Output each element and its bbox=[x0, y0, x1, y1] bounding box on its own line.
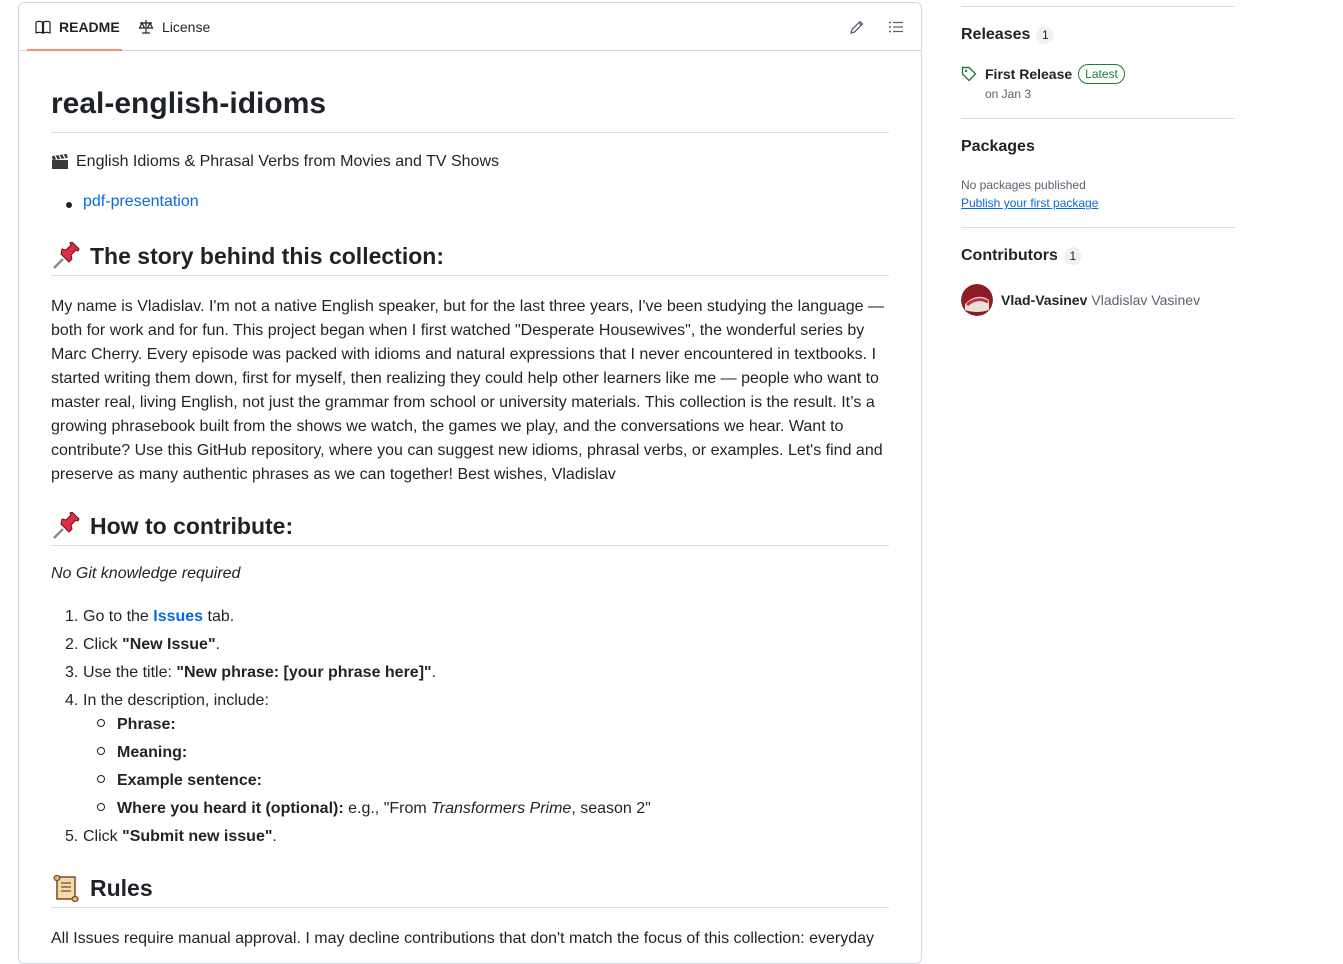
release-name[interactable]: First Release bbox=[985, 66, 1073, 82]
subtitle-text: English Idioms & Phrasal Verbs from Movies and TV Shows bbox=[76, 153, 499, 170]
contributors-count: 1 bbox=[1064, 247, 1082, 265]
ordered-list-item: 4. In the description, include: bbox=[65, 692, 269, 709]
latest-badge: Latest bbox=[1078, 64, 1125, 84]
packages-heading[interactable]: Packages bbox=[961, 138, 1035, 155]
divider bbox=[961, 227, 1235, 228]
readme-panel bbox=[18, 2, 922, 964]
story-paragraph: My name is Vladislav. I'm not a native English speaker, but for the last three years, I've been studying the language — both for work and for fun. This project began when I first watched "Desperate Housewives", the wonderful series by Marc Cherry. Every episode was packed with idioms and natural expressions that I never encountered in textbooks. I started writing them down, first for myself, then realizing they could help other learners like me — people who want to master real, living English, not just the grammar from school or university materials. This collection is the result. It’s a growing phrasebook built from the shows we watch, the games we play, and the conversations we hear. Want to contribute? Use this GitHub repository, where you can suggest new idioms, phrasal verbs, or examples. Let's find and preserve as many authentic phrases as we can together! Best wishes, Vladislav bbox=[51, 298, 884, 483]
rules-paragraph: All Issues require manual approval. I may decline contributions that don't match the focus of this collection: everyday bbox=[51, 930, 875, 947]
list-icon bbox=[888, 19, 904, 35]
tag-icon bbox=[961, 66, 977, 82]
ordered-list-item: 1. Go to the Issues tab. bbox=[65, 608, 235, 625]
scroll-icon bbox=[51, 874, 81, 902]
contributors-heading[interactable]: Contributors 1 bbox=[961, 247, 1082, 265]
bullet-circle bbox=[97, 747, 105, 755]
section-heading-contribute bbox=[51, 511, 889, 546]
nested-list-item: Meaning: bbox=[97, 741, 187, 765]
ordered-list-item: 3. Use the title: "New phrase: [your phrase here]". bbox=[65, 664, 437, 681]
bullet-circle bbox=[97, 803, 105, 811]
tab-license-label: License bbox=[162, 18, 211, 35]
heading-text: How to contribute: bbox=[90, 513, 294, 539]
release-date: on Jan 3 bbox=[985, 87, 1032, 101]
bullet-circle bbox=[97, 775, 105, 783]
readme-title: real-english-idioms bbox=[51, 51, 889, 133]
contributor-name: Vladislav Vasinev bbox=[1091, 292, 1201, 308]
outline-button[interactable] bbox=[886, 17, 906, 37]
publish-package-link[interactable]: Publish your first package bbox=[961, 196, 1099, 210]
heading-text: Rules bbox=[90, 875, 153, 901]
no-packages-text: No packages published bbox=[961, 178, 1086, 192]
divider bbox=[961, 118, 1235, 119]
section-heading-rules bbox=[51, 873, 889, 908]
contributor-item[interactable] bbox=[961, 284, 1200, 316]
contributor-login[interactable]: Vlad-Vasinev bbox=[1001, 292, 1088, 308]
readme-header bbox=[19, 3, 921, 51]
scale-icon bbox=[138, 19, 154, 35]
pdf-presentation-link[interactable]: pdf-presentation bbox=[83, 193, 199, 210]
no-git-note: No Git knowledge required bbox=[51, 565, 241, 582]
divider bbox=[961, 6, 1235, 7]
tab-license[interactable] bbox=[138, 3, 210, 50]
edit-file-button[interactable] bbox=[847, 17, 867, 37]
releases-heading[interactable]: Releases 1 bbox=[961, 26, 1054, 44]
nested-list-item: Phrase: bbox=[97, 713, 176, 737]
release-item[interactable] bbox=[961, 64, 1125, 84]
avatar[interactable] bbox=[961, 284, 993, 316]
book-icon bbox=[35, 19, 51, 35]
issues-link[interactable]: Issues bbox=[153, 608, 204, 625]
heading-text: The story behind this collection: bbox=[90, 243, 444, 269]
bullet-circle bbox=[97, 719, 105, 727]
releases-count: 1 bbox=[1036, 26, 1054, 44]
readme-subtitle bbox=[51, 153, 499, 171]
ordered-list-item: 5. Click "Submit new issue". bbox=[65, 828, 277, 845]
clapper-board-icon bbox=[51, 154, 69, 170]
nested-list-item: Example sentence: bbox=[97, 769, 262, 793]
nested-list-item: Where you heard it (optional): e.g., "From Transformers Prime, season 2" bbox=[97, 797, 651, 821]
ordered-list-item: 2. Click "New Issue". bbox=[65, 636, 220, 653]
pencil-icon bbox=[849, 19, 865, 35]
section-heading-story bbox=[51, 241, 889, 276]
pushpin-icon bbox=[51, 512, 81, 540]
markdown-body bbox=[51, 51, 889, 947]
tab-readme-label: README bbox=[59, 18, 120, 35]
bullet-dot bbox=[66, 202, 72, 208]
pushpin-icon bbox=[51, 242, 81, 270]
tab-readme[interactable] bbox=[35, 3, 120, 50]
